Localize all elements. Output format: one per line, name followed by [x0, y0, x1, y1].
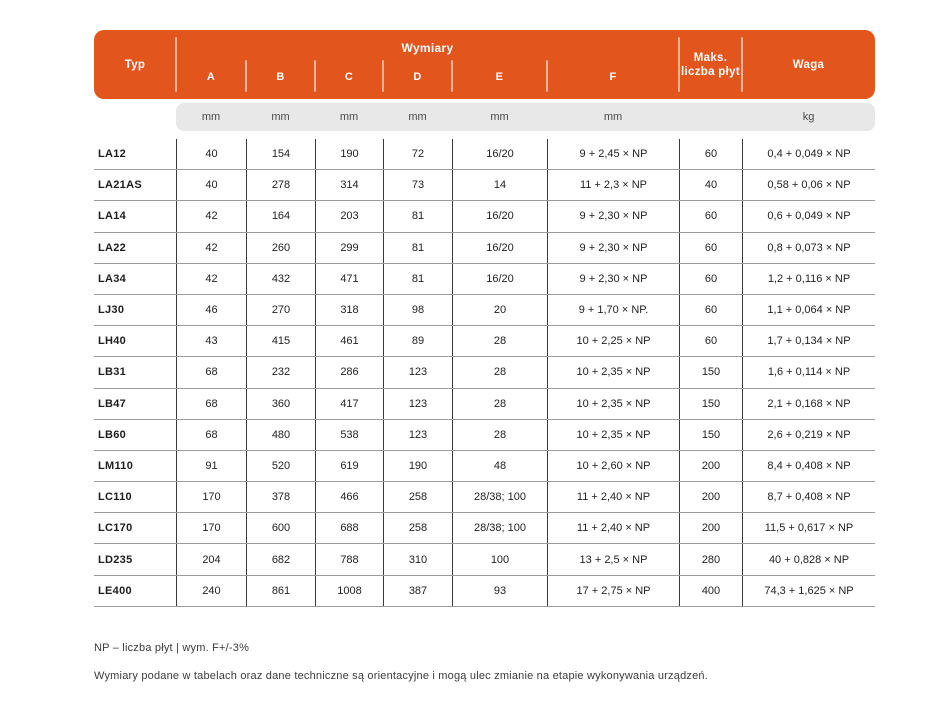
table-row	[94, 233, 875, 264]
value-cell: 9 + 1,70 × NP.	[547, 295, 679, 325]
table-row	[94, 201, 875, 232]
value-cell: 150	[679, 389, 742, 419]
value-cell: 14	[452, 170, 547, 200]
value-cell: 232	[246, 357, 315, 387]
value-cell: 471	[315, 264, 383, 294]
value-cell: 13 + 2,5 × NP	[547, 544, 679, 574]
value-cell: 60	[679, 264, 742, 294]
value-cell: 466	[315, 482, 383, 512]
value-cell: 2,1 + 0,168 × NP	[742, 389, 875, 419]
value-cell: 2,6 + 0,219 × NP	[742, 420, 875, 450]
value-cell: 16/20	[452, 233, 547, 263]
unit-mm-f: mm	[603, 111, 623, 123]
value-cell: 20	[452, 295, 547, 325]
value-cell: 123	[383, 389, 452, 419]
value-cell: 480	[246, 420, 315, 450]
value-cell: 278	[246, 170, 315, 200]
value-cell: 16/20	[452, 201, 547, 231]
value-cell: 11 + 2,3 × NP	[547, 170, 679, 200]
table-body	[94, 139, 875, 607]
column-header-b: B	[276, 71, 285, 83]
value-cell: 538	[315, 420, 383, 450]
value-cell: 0,8 + 0,073 × NP	[742, 233, 875, 263]
spec-table	[94, 30, 875, 607]
typ-cell: LD235	[98, 553, 133, 566]
value-cell: 28/38; 100	[452, 482, 547, 512]
value-cell: 10 + 2,35 × NP	[547, 420, 679, 450]
value-cell: 100	[452, 544, 547, 574]
value-cell: 60	[679, 326, 742, 356]
value-cell: 68	[176, 389, 246, 419]
typ-cell: LA14	[98, 210, 127, 223]
value-cell: 28	[452, 326, 547, 356]
column-header-maks-liczba-plyt	[679, 30, 742, 99]
value-cell: 42	[176, 201, 246, 231]
value-cell: 150	[679, 420, 742, 450]
typ-cell: LE400	[98, 584, 132, 597]
value-cell: 16/20	[452, 139, 547, 169]
value-cell: 1008	[315, 576, 383, 606]
maks-label-line2: liczba płyt	[681, 65, 740, 78]
table-row	[94, 139, 875, 170]
table-row	[94, 482, 875, 513]
unit-mm-c: mm	[339, 111, 359, 123]
column-header-d: D	[413, 71, 422, 83]
table-row	[94, 420, 875, 451]
value-cell: 72	[383, 139, 452, 169]
value-cell: 310	[383, 544, 452, 574]
value-cell: 688	[315, 513, 383, 543]
value-cell: 154	[246, 139, 315, 169]
typ-cell: LH40	[98, 335, 127, 348]
value-cell: 28	[452, 357, 547, 387]
header-separator	[245, 60, 247, 92]
value-cell: 190	[383, 451, 452, 481]
value-cell: 8,4 + 0,408 × NP	[742, 451, 875, 481]
table-row	[94, 326, 875, 357]
typ-cell: LM110	[98, 459, 134, 472]
table-row	[94, 451, 875, 482]
value-cell: 81	[383, 233, 452, 263]
value-cell: 11,5 + 0,617 × NP	[742, 513, 875, 543]
value-cell: 280	[679, 544, 742, 574]
value-cell: 17 + 2,75 × NP	[547, 576, 679, 606]
typ-cell: LA22	[98, 241, 127, 254]
value-cell: 10 + 2,35 × NP	[547, 357, 679, 387]
column-header-f: F	[609, 71, 617, 83]
header-separator	[546, 60, 548, 92]
value-cell: 10 + 2,35 × NP	[547, 389, 679, 419]
typ-cell: LC110	[98, 491, 132, 504]
column-header-c: C	[344, 71, 354, 83]
table-header	[94, 30, 875, 99]
value-cell: 1,2 + 0,116 × NP	[742, 264, 875, 294]
value-cell: 150	[679, 357, 742, 387]
value-cell: 46	[176, 295, 246, 325]
value-cell: 91	[176, 451, 246, 481]
value-cell: 11 + 2,40 × NP	[547, 513, 679, 543]
value-cell: 28/38; 100	[452, 513, 547, 543]
value-cell: 286	[315, 357, 383, 387]
column-header-waga: Waga	[792, 58, 825, 71]
value-cell: 10 + 2,25 × NP	[547, 326, 679, 356]
value-cell: 68	[176, 420, 246, 450]
value-cell: 200	[679, 451, 742, 481]
value-cell: 28	[452, 389, 547, 419]
value-cell: 60	[679, 139, 742, 169]
unit-mm-e: mm	[490, 111, 509, 123]
value-cell: 258	[383, 513, 452, 543]
value-cell: 619	[315, 451, 383, 481]
unit-mm-d: mm	[408, 111, 427, 123]
value-cell: 89	[383, 326, 452, 356]
value-cell: 240	[176, 576, 246, 606]
column-header-a: A	[206, 71, 216, 83]
column-header-e: E	[495, 71, 504, 83]
table-row	[94, 389, 875, 420]
value-cell: 318	[315, 295, 383, 325]
value-cell: 74,3 + 1,625 × NP	[742, 576, 875, 606]
value-cell: 861	[246, 576, 315, 606]
value-cell: 93	[452, 576, 547, 606]
value-cell: 123	[383, 420, 452, 450]
value-cell: 788	[315, 544, 383, 574]
value-cell: 8,7 + 0,408 × NP	[742, 482, 875, 512]
value-cell: 28	[452, 420, 547, 450]
value-cell: 1,6 + 0,114 × NP	[742, 357, 875, 387]
value-cell: 9 + 2,30 × NP	[547, 201, 679, 231]
value-cell: 170	[176, 482, 246, 512]
value-cell: 360	[246, 389, 315, 419]
value-cell: 0,58 + 0,06 × NP	[742, 170, 875, 200]
value-cell: 314	[315, 170, 383, 200]
value-cell: 68	[176, 357, 246, 387]
value-cell: 43	[176, 326, 246, 356]
value-cell: 1,7 + 0,134 × NP	[742, 326, 875, 356]
units-row	[176, 103, 875, 131]
table-row	[94, 295, 875, 326]
value-cell: 387	[383, 576, 452, 606]
typ-cell: LB31	[98, 366, 127, 379]
value-cell: 81	[383, 264, 452, 294]
table-row	[94, 576, 875, 607]
value-cell: 600	[246, 513, 315, 543]
value-cell: 11 + 2,40 × NP	[547, 482, 679, 512]
value-cell: 461	[315, 326, 383, 356]
unit-kg-waga: kg	[802, 111, 815, 123]
maks-label-line1: Maks.	[693, 51, 728, 64]
value-cell: 400	[679, 576, 742, 606]
value-cell: 260	[246, 233, 315, 263]
column-header-wymiary: Wymiary	[401, 41, 454, 55]
value-cell: 10 + 2,60 × NP	[547, 451, 679, 481]
typ-cell: LC170	[98, 522, 133, 535]
value-cell: 81	[383, 201, 452, 231]
value-cell: 60	[679, 201, 742, 231]
header-separator	[175, 37, 177, 92]
value-cell: 40	[679, 170, 742, 200]
value-cell: 60	[679, 233, 742, 263]
table-row	[94, 170, 875, 201]
value-cell: 9 + 2,30 × NP	[547, 264, 679, 294]
typ-cell: LB47	[98, 397, 127, 410]
value-cell: 204	[176, 544, 246, 574]
footnote-disclaimer: Wymiary podane w tabelach oraz dane techniczne są orientacyjne i mogą ulec zmianie na etapie wykonywania urządzeń.	[94, 670, 708, 682]
unit-mm-a: mm	[201, 111, 221, 123]
value-cell: 48	[452, 451, 547, 481]
value-cell: 299	[315, 233, 383, 263]
value-cell: 258	[383, 482, 452, 512]
footnote-np-definition: NP – liczba płyt | wym. F+/-3%	[94, 642, 250, 654]
value-cell: 9 + 2,45 × NP	[547, 139, 679, 169]
value-cell: 60	[679, 295, 742, 325]
value-cell: 73	[383, 170, 452, 200]
typ-cell: LA21AS	[98, 179, 142, 192]
value-cell: 415	[246, 326, 315, 356]
value-cell: 417	[315, 389, 383, 419]
value-cell: 190	[315, 139, 383, 169]
value-cell: 432	[246, 264, 315, 294]
value-cell: 378	[246, 482, 315, 512]
value-cell: 270	[246, 295, 315, 325]
typ-cell: LA12	[98, 148, 127, 161]
typ-cell: LJ30	[98, 304, 125, 317]
value-cell: 0,6 + 0,049 × NP	[742, 201, 875, 231]
value-cell: 9 + 2,30 × NP	[547, 233, 679, 263]
value-cell: 40 + 0,828 × NP	[742, 544, 875, 574]
column-header-typ: Typ	[124, 58, 146, 71]
value-cell: 0,4 + 0,049 × NP	[742, 139, 875, 169]
value-cell: 123	[383, 357, 452, 387]
header-separator	[314, 60, 316, 92]
value-cell: 1,1 + 0,064 × NP	[742, 295, 875, 325]
value-cell: 520	[246, 451, 315, 481]
footnotes	[94, 642, 708, 698]
table-row	[94, 264, 875, 295]
value-cell: 16/20	[452, 264, 547, 294]
header-separator	[382, 60, 384, 92]
typ-cell: LB60	[98, 428, 127, 441]
value-cell: 200	[679, 513, 742, 543]
typ-cell: LA34	[98, 272, 127, 285]
table-row	[94, 544, 875, 575]
unit-empty-maks	[679, 103, 742, 131]
header-separator	[451, 60, 453, 92]
value-cell: 42	[176, 264, 246, 294]
value-cell: 170	[176, 513, 246, 543]
value-cell: 40	[176, 139, 246, 169]
value-cell: 203	[315, 201, 383, 231]
value-cell: 42	[176, 233, 246, 263]
value-cell: 98	[383, 295, 452, 325]
table-row	[94, 357, 875, 388]
unit-mm-b: mm	[271, 111, 290, 123]
value-cell: 200	[679, 482, 742, 512]
header-separator	[678, 37, 680, 92]
value-cell: 164	[246, 201, 315, 231]
header-separator	[741, 37, 743, 92]
value-cell: 40	[176, 170, 246, 200]
value-cell: 682	[246, 544, 315, 574]
table-row	[94, 513, 875, 544]
